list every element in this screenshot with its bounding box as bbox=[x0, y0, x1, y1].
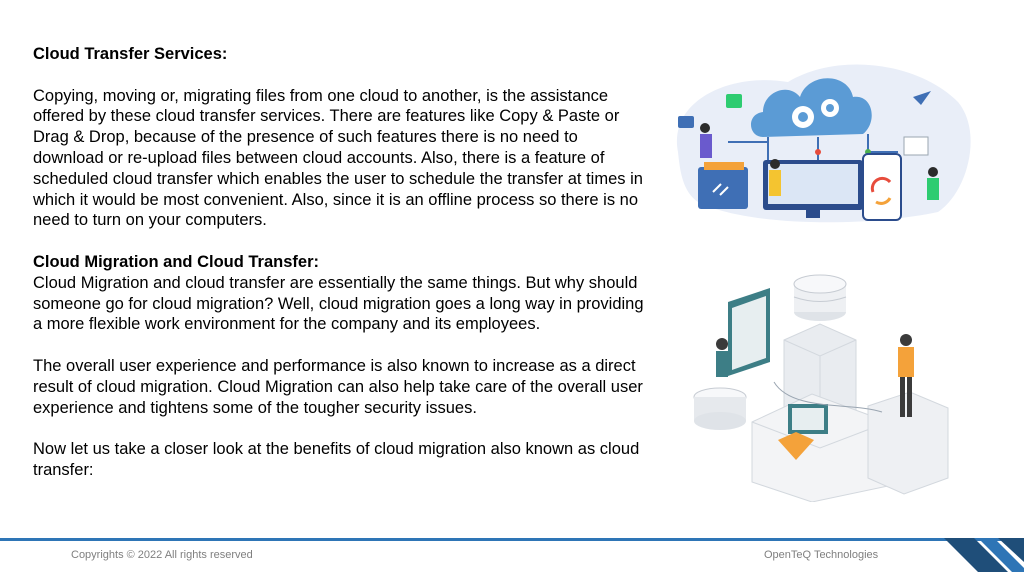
section-heading-cloud-transfer: Cloud Transfer Services: bbox=[33, 45, 228, 63]
footer-divider bbox=[0, 538, 1024, 541]
cloud-migration-paragraph-2: The overall user experience and performance is also known to increase as a direct result of cloud migration. Cloud Migration can also help take care of the overall user experience and tightens some of the tougher security issues. bbox=[33, 356, 643, 417]
cloud-migration-paragraph-1: Cloud Migration and cloud transfer are essentially the same things. But why should someone go for cloud migration? Well, cloud migration goes a long way in providing a more flexible work environment for the company and its employees. bbox=[33, 273, 644, 334]
corner-stripes-decoration bbox=[944, 532, 1024, 572]
footer-company: OpenTeQ Technologies bbox=[764, 549, 879, 561]
server-migration-illustration bbox=[692, 262, 954, 502]
section-heading-cloud-migration: Cloud Migration and Cloud Transfer: bbox=[33, 252, 319, 271]
cloud-transfer-illustration bbox=[668, 42, 978, 232]
server-stack-icon bbox=[794, 275, 846, 321]
footer-copyright: Copyrights © 2022 All rights reserved bbox=[71, 549, 253, 561]
cloud-migration-paragraph-3: Now let us take a closer look at the benefits of cloud migration also known as cloud transfer: bbox=[33, 440, 640, 479]
text-content bbox=[33, 44, 648, 481]
cloud-transfer-paragraph: Copying, moving or, migrating files from one cloud to another, is the assistance offered by these cloud transfer services. There are features like Copy & Paste or Drag & Drop, because of the presence of such features there is no need to download or re-upload files between cloud accounts. Also, there is a feature of scheduled cloud transfer which enables the user to schedule the transfer at times in which it would be most convenient. Also, since it is an offline process so there is no need to turn on your computers. bbox=[33, 86, 643, 230]
